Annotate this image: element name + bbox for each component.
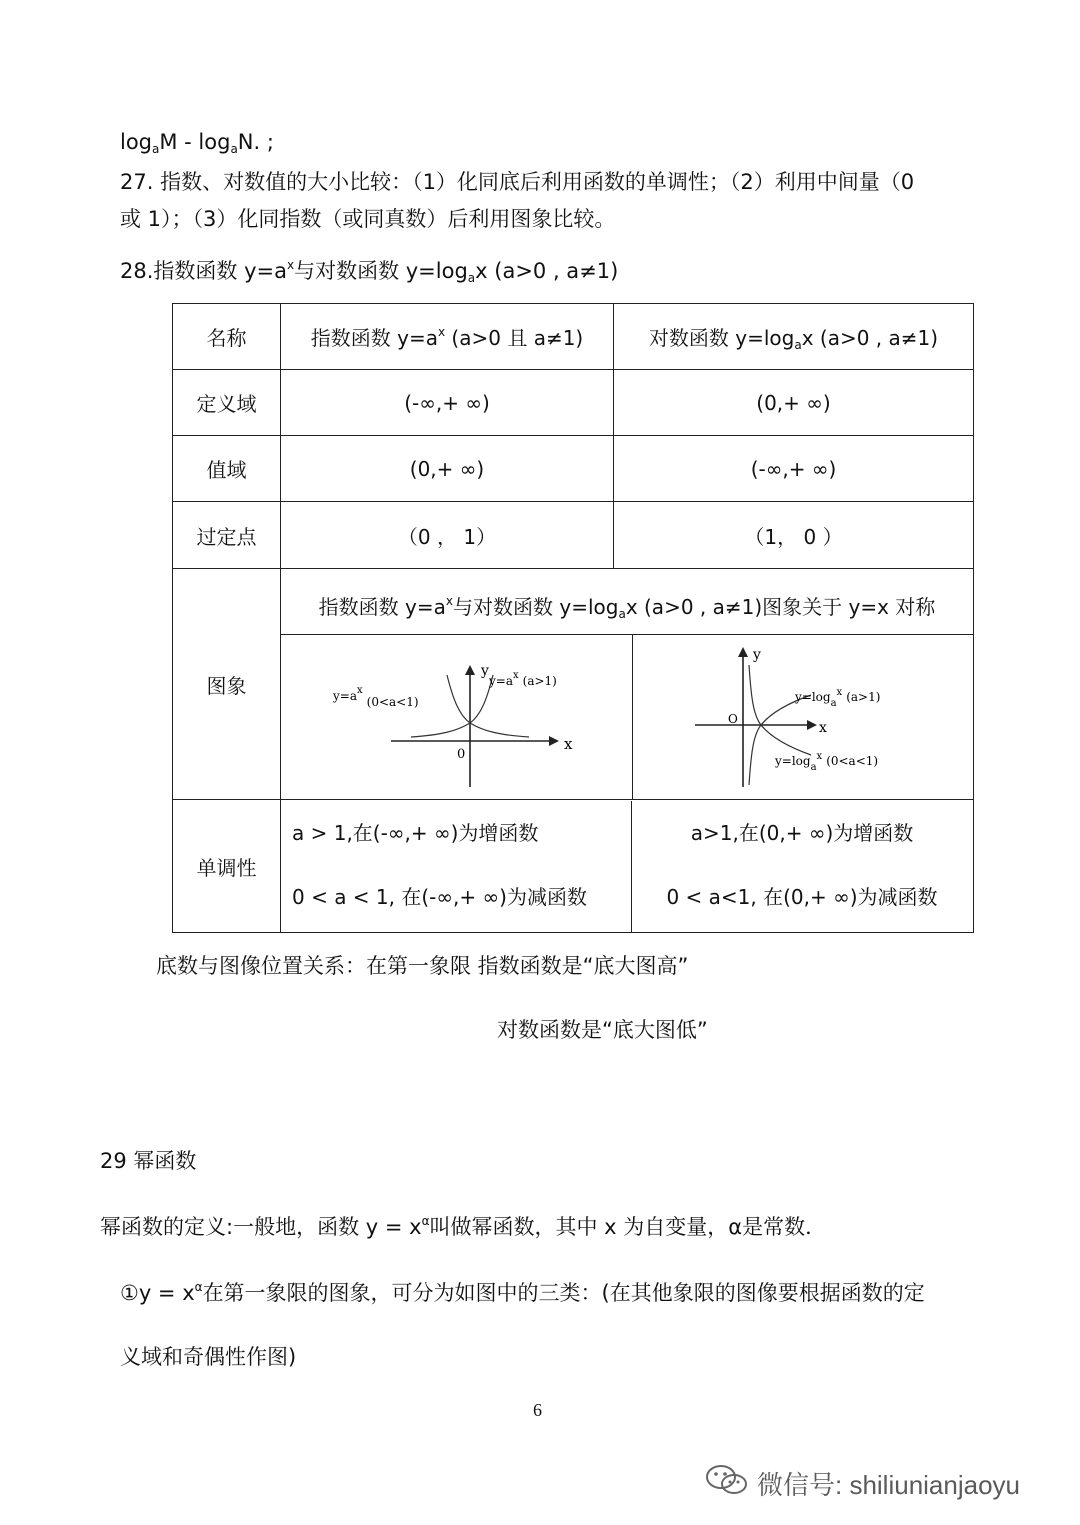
table-row-graph: [173, 569, 974, 800]
monotonicity-log-line2: 0 < a<1, 在(0,+ ∞)为减函数: [666, 884, 938, 909]
monotonicity-log: [632, 801, 972, 932]
label-text: y=a: [333, 689, 357, 703]
cell-exp-header: [281, 304, 614, 370]
table-row-monotonicity: [173, 800, 974, 933]
label-text: y=log: [775, 754, 811, 768]
caption-text: 与对数函数 y=log: [453, 595, 619, 619]
note-line2: 对数函数是“底大图低”: [497, 1018, 708, 1042]
cell-monotonicity-content: [281, 800, 974, 933]
table-row-fixed-point: [173, 502, 974, 569]
caption-sub: a: [618, 607, 626, 621]
heading-text: x (a>0 , a≠1): [475, 259, 619, 283]
axis-y-label: y: [753, 647, 761, 663]
label-cond: (a>1): [522, 674, 557, 688]
definition-sup: α: [421, 1214, 430, 1228]
header-text: x (a>0 , a≠1): [801, 325, 939, 350]
label-sup: x: [836, 687, 843, 698]
cell-range-log: (-∞,+ ∞): [614, 436, 974, 502]
header-sup: x: [437, 325, 446, 339]
log-curve-a-lt-1: [749, 665, 811, 755]
x-axis-arrow: [807, 720, 817, 730]
monotonicity-pair: [281, 801, 973, 932]
formula-sub: a: [152, 142, 160, 156]
monotonicity-log-line1: a>1,在(0,+ ∞)为增函数: [690, 820, 914, 845]
monotonicity-exp: [281, 801, 632, 932]
table-row-header: [173, 304, 974, 370]
logarithm-graph: [633, 635, 973, 799]
label-log-a-gt-1: [794, 687, 880, 709]
item27-line1: 27. 指数、对数值的大小比较：（1）化同底后利用函数的单调性；（2）利用中间量（0: [120, 170, 915, 194]
caption-text: x (a>0 , a≠1)图象关于 y=x 对称: [625, 595, 936, 619]
origin-label: O: [728, 712, 738, 726]
label-exp-0-a-1: [332, 685, 419, 709]
label-exp-a-gt-1: [488, 670, 557, 688]
x-axis-arrow: [549, 736, 559, 746]
label-sup: x: [513, 670, 519, 681]
label-sup: x: [816, 751, 823, 762]
header-sub: a: [794, 337, 802, 352]
cell-range-label: 值域: [173, 436, 281, 502]
wechat-icon: [705, 1463, 749, 1504]
item29-point1-line2: 义域和奇偶性作图): [120, 1345, 297, 1369]
cell-domain-label: 定义域: [173, 370, 281, 436]
graph-pair: [281, 635, 973, 799]
axis-x-label: x: [564, 735, 573, 753]
origin-label: 0: [457, 747, 466, 762]
cell-range-exp: (0,+ ∞): [281, 436, 614, 502]
cell-fixed-point-log: （1， 0 ）: [614, 502, 974, 569]
heading-sub: a: [467, 271, 476, 285]
table-row-range: [173, 436, 974, 502]
cell-monotonicity-label: 单调性: [173, 800, 281, 933]
cell-graph-label: 图象: [173, 569, 281, 800]
heading-text: 28.指数函数 y=a: [120, 259, 287, 283]
formula-part: N. ;: [237, 130, 274, 154]
label-text: y=log: [795, 690, 831, 704]
y-axis-arrow: [465, 665, 475, 675]
formula-part: M - log: [159, 130, 231, 154]
point-text: ①y = x: [120, 1281, 195, 1305]
axis-x-label: x: [819, 720, 827, 736]
exponential-graph: [281, 635, 632, 799]
cell-domain-exp: (-∞,+ ∞): [281, 370, 614, 436]
y-axis-arrow: [738, 647, 748, 657]
monotonicity-exp-line2: 0 < a < 1, 在(-∞,+ ∞)为减函数: [292, 884, 587, 909]
watermark-text: 微信号: shiliunianjaoyu: [757, 1470, 1021, 1500]
graph-caption: [281, 569, 973, 635]
axis-y-label: y: [481, 663, 489, 679]
label-log-0-a-1: [774, 751, 878, 773]
log-graph-cell: [633, 635, 973, 799]
label-sub: a: [810, 762, 817, 773]
formula-log-quotient: [120, 130, 274, 156]
item27-line2: 或 1）；（3）化同指数（或同真数）后利用图象比较。: [120, 207, 616, 231]
cell-fixed-point-label: 过定点: [173, 502, 281, 569]
definition-text: 叫做幂函数，其中 x 为自变量，α是常数．: [429, 1215, 827, 1239]
cell-graph-content: [281, 569, 974, 800]
item29-point1: [120, 1280, 925, 1306]
label-sub: a: [830, 698, 837, 709]
item29-definition: [100, 1214, 826, 1240]
exp-graph-cell: [281, 635, 633, 799]
label-sup: x: [357, 685, 363, 696]
cell-log-header: [614, 304, 974, 370]
caption-text: 指数函数 y=a: [318, 595, 446, 619]
point-sup: α: [194, 1280, 203, 1294]
formula-sub: a: [230, 142, 238, 156]
item29-title: 29 幂函数: [100, 1149, 197, 1173]
label-cond: (0<a<1): [826, 754, 879, 768]
cell-domain-log: (0,+ ∞): [614, 370, 974, 436]
header-text: 对数函数 y=log: [648, 325, 795, 350]
exp-log-comparison-table: [172, 303, 974, 933]
formula-part: log: [120, 130, 153, 154]
cell-fixed-point-exp: （0 ， 1）: [281, 502, 614, 569]
header-text: (a>0 且 a≠1): [445, 326, 584, 350]
watermark: [705, 1463, 1020, 1504]
table-row-domain: [173, 370, 974, 436]
cell-name-label: 名称: [173, 304, 281, 370]
log-curve-a-gt-1: [749, 695, 811, 785]
point-text: 在第一象限的图象，可分为如图中的三类：(在其他象限的图像要根据函数的定: [202, 1281, 925, 1305]
item28-heading: [120, 258, 618, 285]
page-number: 6: [533, 1400, 542, 1420]
note-line1: 底数与图像位置关系：在第一象限 指数函数是“底大图高”: [156, 954, 689, 978]
label-cond: (a>1): [846, 690, 881, 704]
definition-text: 幂函数的定义:一般地，函数 y = x: [100, 1215, 422, 1239]
header-text: 指数函数 y=a: [310, 326, 438, 350]
label-cond: (0<a<1): [366, 695, 419, 709]
caption-sup: x: [445, 594, 453, 608]
heading-sup: x: [286, 258, 295, 272]
heading-text: 与对数函数 y=log: [294, 259, 468, 283]
label-text: y=a: [489, 674, 513, 688]
monotonicity-exp-line1: a > 1,在(-∞,+ ∞)为增函数: [292, 820, 539, 845]
